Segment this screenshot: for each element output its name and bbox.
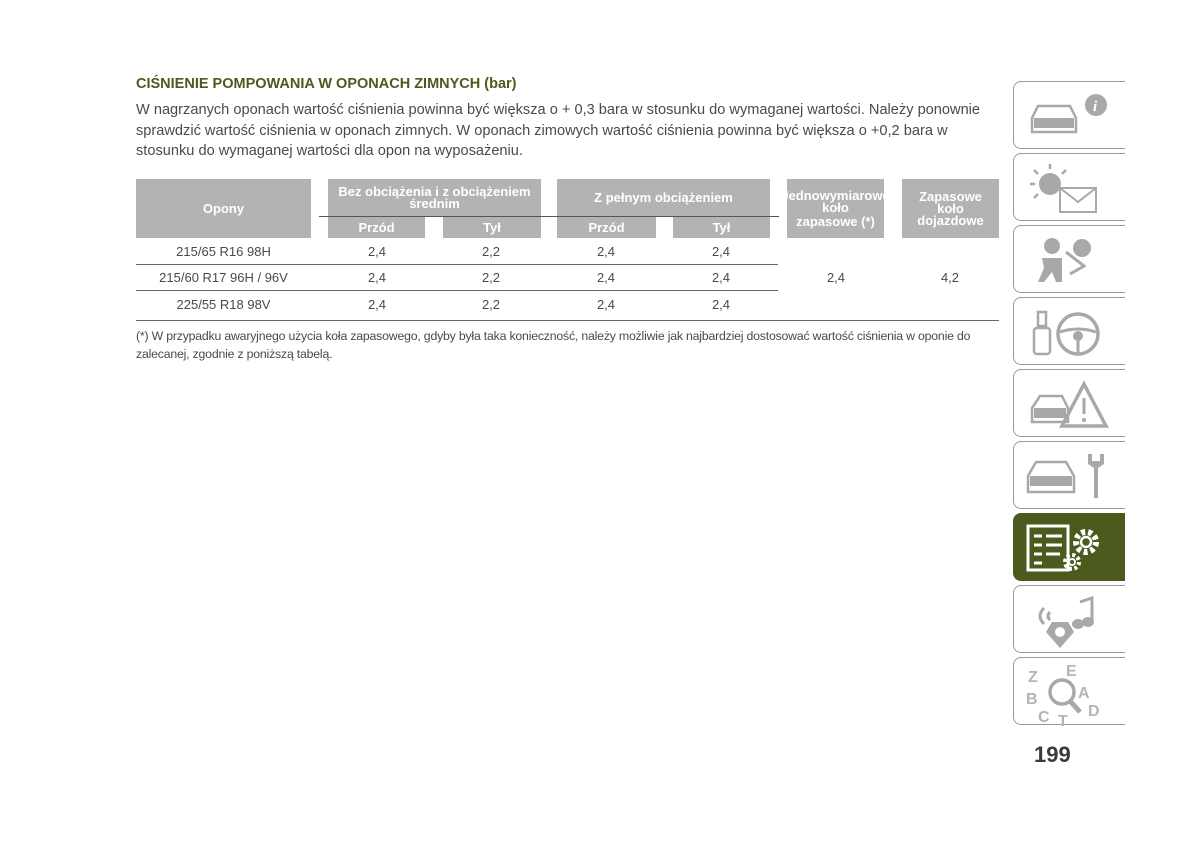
row-separator (136, 290, 778, 291)
table-row-2-v4: 2,4 (711, 270, 731, 285)
key-steering-wheel-icon (1022, 304, 1112, 360)
page-number: 199 (1034, 742, 1071, 767)
technical-data-gears-icon (1022, 520, 1112, 576)
header-spare-line3: zapasowe (*) (796, 213, 875, 229)
header-front-unladen: Przód (328, 217, 425, 238)
svg-text:B: B (1026, 691, 1038, 708)
header-unladen-line1: Bez obciążenia i z obciążeniem (338, 183, 531, 199)
header-full-load: Z pełnym obciążeniem (557, 179, 770, 216)
header-spare-line1: Jednowymiarowe (781, 187, 890, 203)
header-rear-full: Tył (673, 217, 770, 238)
header-compact-line1: Zapasowe (919, 188, 982, 204)
table-row-1-tyre: 215/65 R16 98H (176, 244, 271, 259)
svg-text:A: A (1078, 685, 1090, 702)
table-row-3-v1: 2,4 (367, 297, 387, 312)
svg-text:i: i (1093, 99, 1098, 115)
tab-starting-driving[interactable] (1013, 297, 1125, 365)
intro-paragraph: W nagrzanych oponach wartość ciśnienia powinna być większa o + 0,3 bara w stosunku do wymaganej wartości. Należy ponownie sprawdzić wartość ciśnienia w oponach zimnych. W oponach zimowych wartość ciśnienia powinna być większa o +0,2 bara w stosunku do wymaganej wartości dla opon na wyposażeniu. (136, 102, 981, 159)
car-warning-triangle-icon (1022, 376, 1112, 432)
section-title: CIŚNIENIE POMPOWANIA W OPONACH ZIMNYCH (bar) (136, 76, 517, 92)
header-rear-unladen: Tył (443, 217, 541, 238)
tab-dashboard-lights[interactable] (1013, 153, 1125, 221)
dashboard-lights-icon (1022, 160, 1112, 216)
compact-spare-value: 4,2 (940, 270, 960, 285)
table-row-3-v2: 2,2 (481, 297, 501, 312)
row-separator (136, 264, 778, 265)
multimedia-icon (1022, 592, 1112, 648)
table-row-1-v1: 2,4 (367, 244, 387, 259)
car-info-icon (1022, 88, 1112, 144)
table-row-1-v3: 2,4 (596, 244, 616, 259)
table-row-3-tyre: 225/55 R18 98V (176, 297, 271, 312)
header-divider (319, 216, 779, 217)
svg-text:C: C (1038, 709, 1050, 726)
footnote: (*) W przypadku awaryjnego użycia koła zapasowego, gdyby była taka konieczność, należy możliwie jak najbardziej dostosować wartość ciśnienia w oponie do zalecanej, zgodnie z poniższą tabelą. (136, 329, 971, 361)
tab-index[interactable] (1013, 657, 1125, 730)
svg-text:E: E (1066, 663, 1077, 680)
tab-emergency[interactable] (1013, 369, 1125, 437)
table-row-2-v2: 2,2 (481, 270, 501, 285)
tab-maintenance[interactable] (1013, 441, 1125, 509)
table-row-1-v2: 2,2 (481, 244, 501, 259)
safety-airbag-icon (1022, 232, 1112, 288)
table-bottom-rule (136, 320, 999, 321)
header-tyres: Opony (136, 179, 311, 238)
car-wrench-icon (1022, 448, 1112, 504)
header-unladen (328, 179, 541, 216)
header-compact-line2: koło (937, 200, 964, 216)
header-unladen-line2: średnim (409, 195, 460, 211)
table-row-2-v3: 2,4 (596, 270, 616, 285)
index-search-icon (1022, 663, 1112, 730)
tab-safety[interactable] (1013, 225, 1125, 293)
header-spare-line2: koło (822, 199, 849, 215)
tab-technical-data[interactable] (1013, 513, 1125, 581)
header-spare-wheel (781, 179, 890, 238)
table-row-2-v1: 2,4 (367, 270, 387, 285)
table-row-1-v4: 2,4 (711, 244, 731, 259)
svg-text:Z: Z (1028, 669, 1038, 686)
svg-text:D: D (1088, 703, 1100, 720)
svg-text:T: T (1058, 713, 1068, 730)
table-row-3-v3: 2,4 (596, 297, 616, 312)
table-row-3-v4: 2,4 (711, 297, 731, 312)
table-row-2-tyre: 215/60 R17 96H / 96V (159, 270, 288, 285)
header-compact-spare (902, 179, 999, 238)
header-compact-line3: dojazdowe (917, 212, 984, 228)
tab-multimedia[interactable] (1013, 585, 1125, 653)
spare-wheel-value: 2,4 (826, 270, 846, 285)
header-front-full: Przód (557, 217, 656, 238)
tab-car-info[interactable] (1013, 81, 1125, 149)
